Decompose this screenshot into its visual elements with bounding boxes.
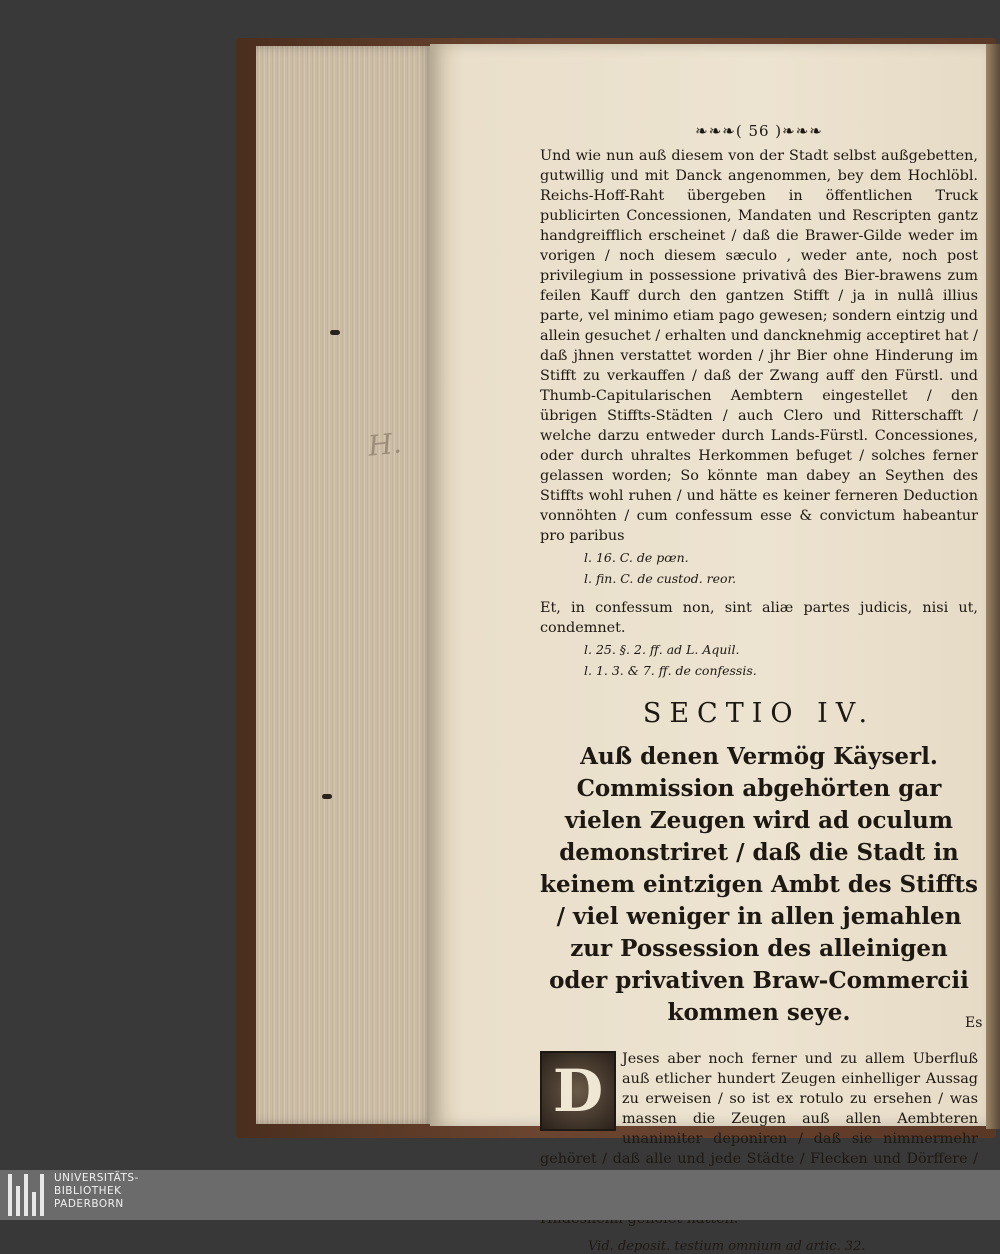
- footer-line-2: BIBLIOTHEK: [54, 1185, 122, 1197]
- decorated-initial: D: [540, 1051, 616, 1131]
- citation-2: l. fin. C. de custod. reor.: [584, 571, 737, 586]
- margin-note: H.: [366, 426, 403, 463]
- library-logo-icon: [6, 1174, 48, 1216]
- citation-3: l. 25. §. 2. ff. ad L. Aquil.: [584, 642, 740, 657]
- footer-line-3: PADERBORN: [54, 1198, 124, 1210]
- page-hole: [322, 794, 332, 799]
- paragraph-1: Und wie nun auß diesem von der Stadt selbst außgebetten, gutwillig und mit Danck angenommen, bey dem Hochlöbl. Reichs-Hoff-Raht übergeben in öffentlichen Truck publicirten Concessionen, Mandaten und Rescripten gantz handgreifflich erscheinet / daß die Brawer-Gilde weder im vorigen / noch diesem sæculo , weder ante, noch post privilegium in possessione privativâ des Bier-brawens zum feilen Kauff durch den gantzen Stifft / ja in nullâ illius parte, vel minimo etiam pago gewesen; sondern eintzig und allein gesuchet / erhalten und dancknehmig acceptiret hat / daß jhnen verstattet worden / jhr Bier ohne Hinderung im Stifft zu verkauffen / daß der Zwang auff den Fürstl. und Thumb-Capitularischen Aembtern eingestellet / den übrigen Stiffts-Städten / auch Clero und Ritterschafft / welche darzu entweder durch Lands-Fürstl. Concessiones, oder durch uhraltes Herkommen befuget / solches ferner gelassen worden; So könnte man dabey an Seythen des Stiffts wohl ruhen / und hätte es keiner ferneren Deduction vonnöhten / cum confessum esse & convictum habeantur pro paribus: [540, 148, 978, 544]
- section-title: SECTIO IV.: [642, 698, 876, 729]
- footer-line-1: UNIVERSITÄTS-: [54, 1172, 139, 1184]
- citation-4: l. 1. 3. & 7. ff. de confessis.: [584, 663, 757, 678]
- end-citation: Vid. deposit. testium omnium ad artic. 32.: [588, 1239, 866, 1254]
- page-header: ❧❧❧( 56 )❧❧❧: [695, 122, 823, 140]
- page-right-edge: [986, 44, 1000, 1129]
- catchword: Es: [965, 1015, 983, 1031]
- paragraph-2: Et, in confessum non, sint aliæ partes judicis, nisi ut, condemnet.: [540, 600, 978, 636]
- page-text-block: [540, 122, 978, 1254]
- citation-1: l. 16. C. de pœn.: [584, 550, 689, 565]
- page-edges: [256, 46, 434, 1124]
- page-hole: [330, 330, 340, 335]
- footer-bar: [0, 1170, 1000, 1220]
- section-heading: Auß denen Vermög Käyserl. Commission abgehörten gar vielen Zeugen wird ad oculum demonstriret / daß die Stadt in keinem eintzigen Ambt des Stiffts / viel weniger in allen jemahlen zur Possession des alleinigen oder privativen Braw-Commercii kommen seye.: [540, 743, 978, 1026]
- paragraph-3: Jeses aber noch ferner und zu allem Uberfluß auß etlicher hundert Zeugen einhelliger Aussag zu erweisen / so ist ex rotulo zu ersehen / was massen die Zeugen auß allen Aembteren unanimiter deponiren / daß sie nimmermehr gehöret / daß alle und jede Städte / Flecken und Dörffere /: [540, 1051, 978, 1167]
